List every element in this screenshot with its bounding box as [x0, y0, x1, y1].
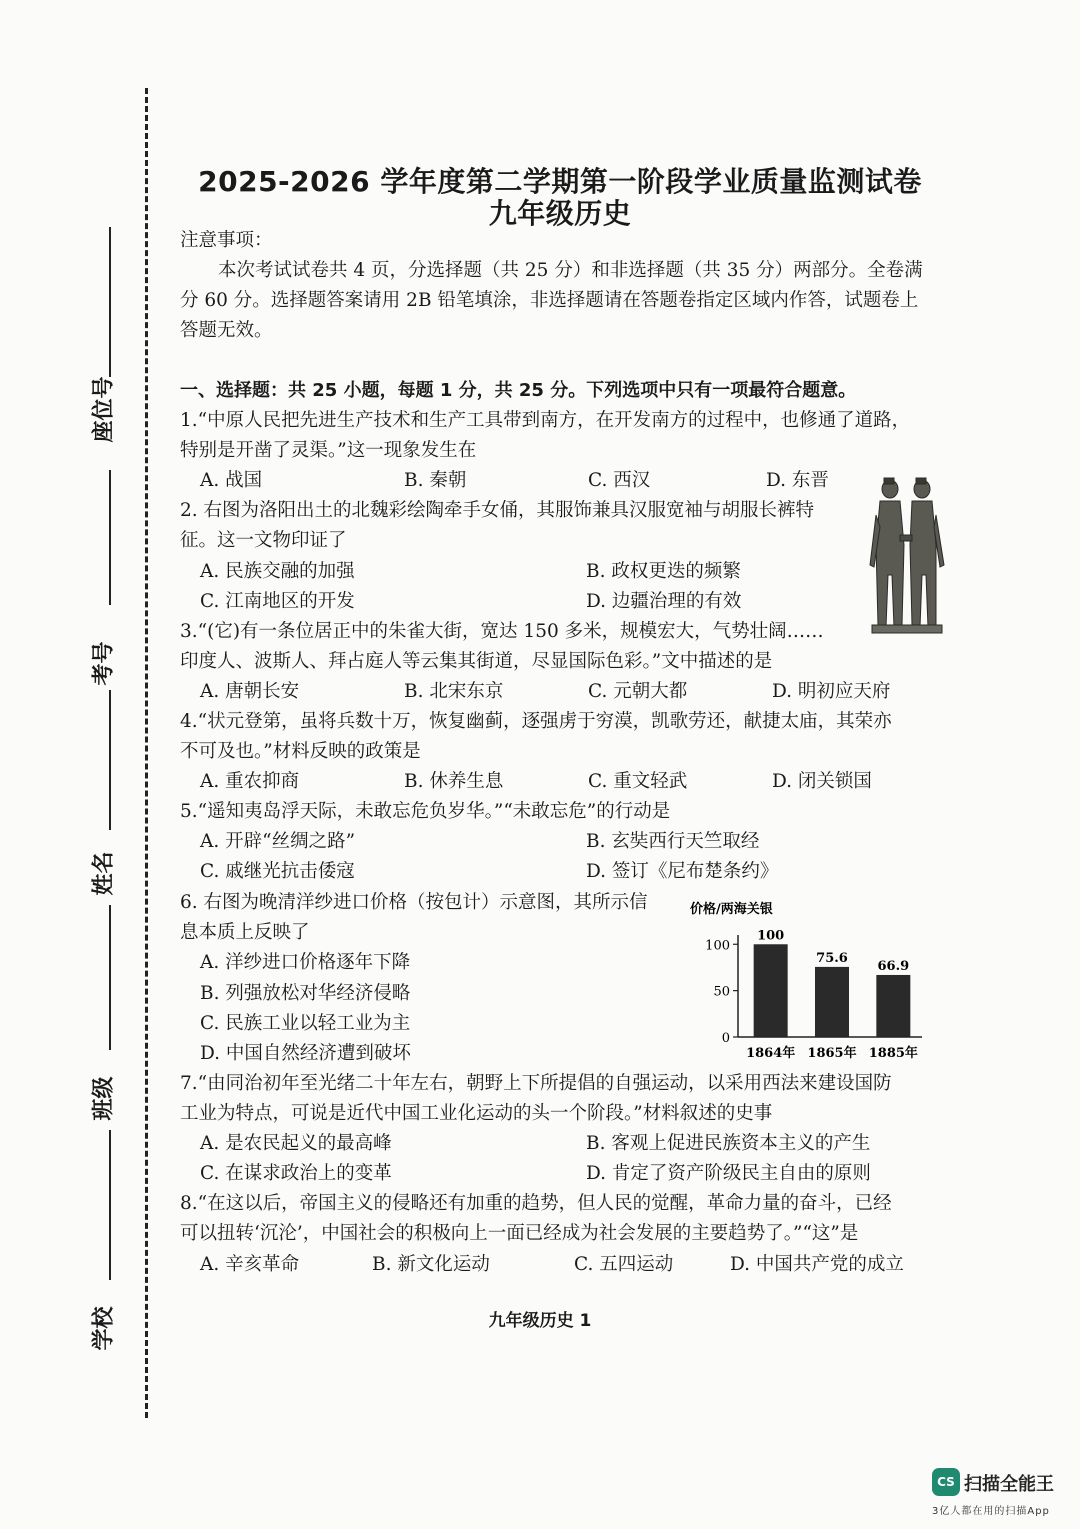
seat-field [82, 227, 122, 457]
question-4-text: 不可及也。”材料反映的政策是 [180, 741, 421, 762]
scanner-watermark [920, 1462, 1070, 1522]
chart-ylabel: 价格/两海关银 [690, 902, 773, 917]
school-underline [109, 1130, 111, 1280]
q2-option-a: A. 民族交融的加强 [200, 561, 355, 582]
q5-option-c: C. 戚继光抗击倭寇 [200, 861, 355, 882]
q8-option-c: C. 五四运动 [574, 1254, 674, 1275]
q2-option-c: C. 江南地区的开发 [200, 591, 355, 612]
q5-option-d: D. 签订《尼布楚条约》 [586, 861, 779, 882]
question-7-text: 7.“由同治初年至光绪二十年左右，朝野上下所提倡的自强运动，以采用西法来建设国防 [180, 1073, 892, 1094]
chart-bar [815, 967, 849, 1037]
section-title: 一、选择题：共 25 小题，每题 1 分，共 25 分。下列选项中只有一项最符合题意。 [180, 380, 857, 401]
question-1-text: 特别是开凿了灵渠。”这一现象发生在 [180, 440, 477, 461]
binding-dashed-line [145, 88, 148, 1418]
q1-option-b: B. 秦朝 [404, 470, 467, 491]
q2-option-b: B. 政权更迭的频繁 [586, 561, 741, 582]
question-6-text: 6. 右图为晚清洋纱进口价格（按包计）示意图，其所示信 [180, 892, 648, 913]
name-underline [109, 690, 111, 830]
chart-bar [876, 975, 910, 1037]
q8-option-a: A. 辛亥革命 [200, 1254, 300, 1275]
q6-option-c: C. 民族工业以轻工业为主 [200, 1013, 411, 1034]
seat-underline [109, 227, 111, 377]
notice-line: 本次考试试卷共 4 页，分选择题（共 25 分）和非选择题（共 35 分）两部分。全卷满 [218, 260, 923, 281]
name-field [82, 690, 122, 930]
notice-line: 分 60 分。选择题答案请用 2B 铅笔填涂，非选择题请在答题卷指定区域内作答，试题卷上 [180, 290, 919, 311]
q1-option-c: C. 西汉 [588, 470, 651, 491]
question-7-text: 工业为特点，可说是近代中国工业化运动的头一个阶段。”材料叙述的史事 [180, 1103, 773, 1124]
notice-heading: 注意事项： [180, 230, 273, 251]
chart-y-tick-label: 100 [705, 938, 730, 954]
q7-option-b: B. 客观上促进民族资本主义的产生 [586, 1133, 871, 1154]
q4-option-b: B. 休养生息 [404, 771, 504, 792]
question-2-text: 2. 右图为洛阳出土的北魏彩绘陶牵手女俑，其服饰兼具汉服宽袖与胡服长裤特 [180, 500, 815, 521]
q8-option-d: D. 中国共产党的成立 [730, 1254, 904, 1275]
q3-option-a: A. 唐朝长安 [200, 681, 300, 702]
class-label: 班级 [91, 1076, 117, 1121]
q8-option-b: B. 新文化运动 [372, 1254, 490, 1275]
seat-label: 座位号 [91, 376, 117, 443]
chart-value-label: 66.9 [877, 958, 910, 974]
exam-no-underline [109, 470, 111, 605]
school-field [82, 1130, 122, 1370]
q3-option-d: D. 明初应天府 [772, 681, 891, 702]
chart-value-label: 75.6 [816, 950, 848, 966]
watermark-tagline: 3亿人都在用的扫描App [932, 1506, 1050, 1517]
question-4-text: 4.“状元登第，虽将兵数十万，恢复幽蓟，逐强虏于穷漠，凯歌劳还，献捷太庙，其荣亦 [180, 711, 892, 732]
school-label: 学校 [91, 1306, 117, 1351]
question-8-text: 8.“在这以后，帝国主义的侵略还有加重的趋势，但人民的觉醒，革命力量的奋斗，已经 [180, 1193, 892, 1214]
figurine-image [866, 475, 948, 635]
q6-option-a: A. 洋纱进口价格逐年下降 [200, 952, 411, 973]
question-1-text: 1.“中原人民把先进生产技术和生产工具带到南方，在开发南方的过程中，也修通了道路， [180, 410, 911, 431]
chart-category-label: 1864年 [746, 1046, 796, 1061]
name-label: 姓名 [91, 851, 117, 896]
watermark-app-name: 扫描全能王 [964, 1474, 1054, 1495]
q1-option-d: D. 东晋 [766, 470, 829, 491]
question-8-text: 可以扭转‘沉沦’，中国社会的积极向上一面已经成为社会发展的主要趋势了。”“这”是 [180, 1223, 859, 1244]
chart-y-tick-label: 50 [713, 984, 730, 1000]
question-3-text: 3.“(它)有一条位居正中的朱雀大街，宽达 150 多米，规模宏大，气势壮阔…… [180, 621, 824, 642]
q4-option-d: D. 闭关锁国 [772, 771, 872, 792]
q6-option-b: B. 列强放松对华经济侵略 [200, 983, 411, 1004]
q5-option-b: B. 玄奘西行天竺取经 [586, 831, 760, 852]
exam-no-label: 考号 [91, 641, 117, 686]
chart-category-label: 1865年 [807, 1046, 857, 1061]
class-field [82, 905, 122, 1145]
q5-option-a: A. 开辟“丝绸之路” [200, 831, 356, 852]
notice-line: 答题无效。 [180, 320, 273, 341]
q4-option-c: C. 重文轻武 [588, 771, 688, 792]
question-3-text: 印度人、波斯人、拜占庭人等云集其街道，尽显国际色彩。”文中描述的是 [180, 651, 773, 672]
exam-subtitle: 九年级历史 [488, 197, 632, 230]
class-underline [109, 905, 111, 1050]
q7-option-c: C. 在谋求政治上的变革 [200, 1163, 392, 1184]
chart-bar [754, 944, 788, 1037]
chart-y-tick-label: 0 [721, 1031, 730, 1046]
exam-title: 2025-2026 学年度第二学期第一阶段学业质量监测试卷 [198, 165, 922, 198]
q2-option-d: D. 边疆治理的有效 [586, 591, 742, 612]
q4-option-a: A. 重农抑商 [200, 771, 300, 792]
q7-option-d: D. 肯定了资产阶级民主自由的原则 [586, 1163, 871, 1184]
q3-option-c: C. 元朝大都 [588, 681, 688, 702]
camscanner-logo-icon: CS [932, 1468, 960, 1496]
q6-option-d: D. 中国自然经济遭到破坏 [200, 1043, 411, 1064]
price-bar-chart [690, 895, 930, 1070]
chart-value-label: 100 [757, 928, 785, 944]
q3-option-b: B. 北宋东京 [404, 681, 504, 702]
question-2-text: 征。这一文物印证了 [180, 530, 347, 551]
exam-no-field [82, 470, 122, 700]
q1-option-a: A. 战国 [200, 470, 263, 491]
chart-category-label: 1885年 [868, 1046, 918, 1061]
page-footer: 九年级历史 1 [488, 1311, 592, 1331]
question-5-text: 5.“遥知夷岛浮天际，未敢忘危负岁华。”“未敢忘危”的行动是 [180, 801, 671, 822]
question-6-text: 息本质上反映了 [180, 922, 310, 943]
q7-option-a: A. 是农民起义的最高峰 [200, 1133, 392, 1154]
